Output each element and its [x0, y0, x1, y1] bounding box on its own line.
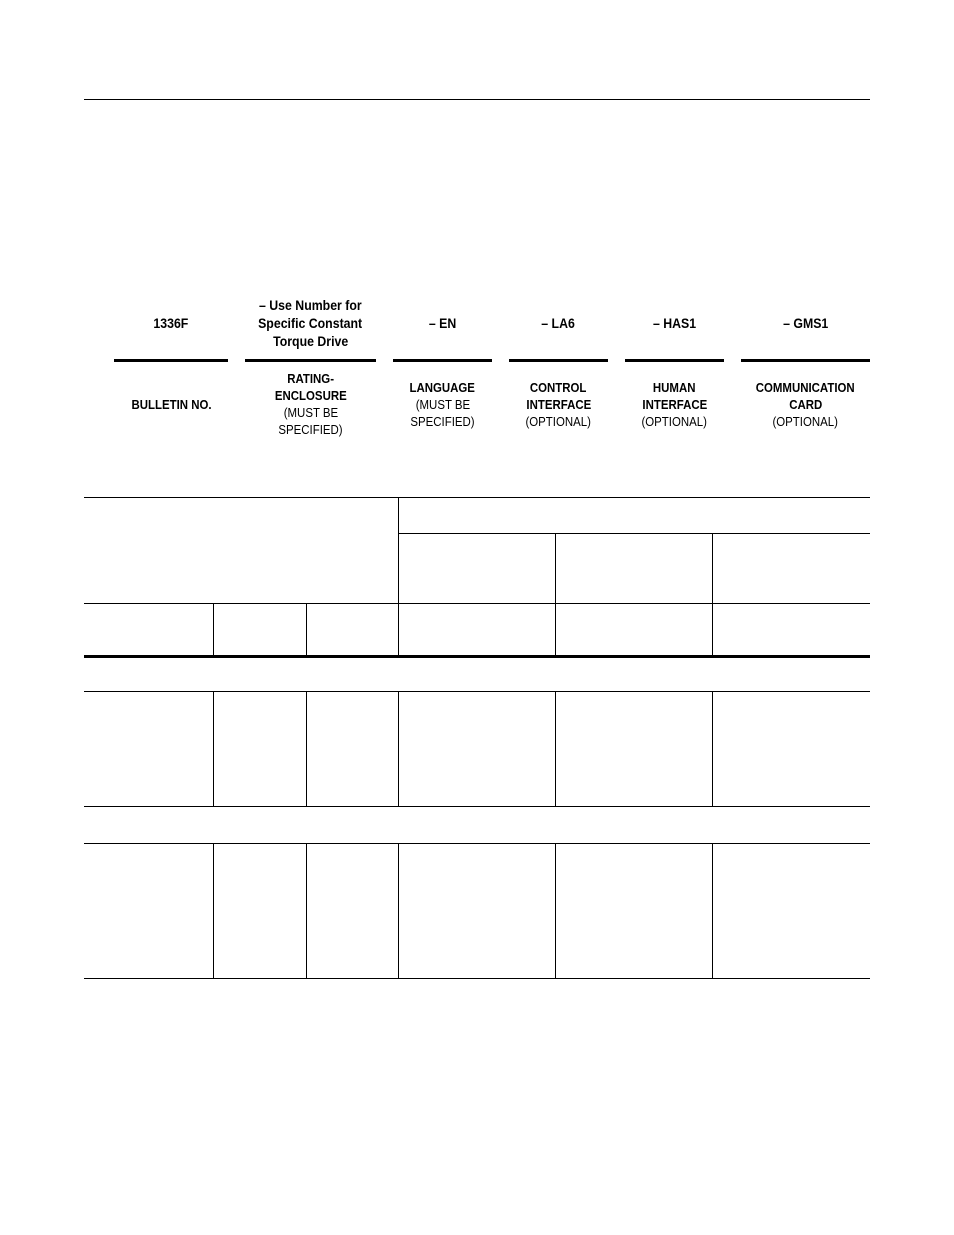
table-column-rule: [306, 603, 307, 655]
field-label-rating: [245, 368, 376, 440]
table-column-rule: [398, 497, 399, 655]
table-column-rule: [398, 691, 399, 806]
label-bold-line: RATING-: [287, 371, 334, 386]
field-code-rating: [245, 288, 376, 358]
table-column-rule: [555, 533, 556, 655]
field-label-communication: [741, 368, 870, 440]
field-code-human: [625, 288, 724, 358]
table-column-rule: [712, 533, 713, 655]
label-bold-line: HUMAN: [653, 379, 696, 395]
label-bold-line: INTERFACE: [642, 396, 707, 412]
table-header-rule: [84, 603, 870, 604]
field-code-control: [509, 288, 608, 358]
table-column-rule: [555, 843, 556, 978]
field-code-communication: [741, 288, 870, 358]
code-line: Torque Drive: [272, 333, 349, 349]
field-label-language: [393, 368, 492, 440]
field-underline: [509, 359, 608, 362]
code-line: – Use Number for: [259, 297, 362, 313]
label-normal-line: (OPTIONAL): [772, 413, 839, 429]
field-underline: [625, 359, 724, 362]
field-underline: [245, 359, 376, 362]
table-column-rule: [213, 843, 214, 978]
field-underline: [393, 359, 492, 362]
label-bold-line: LANGUAGE: [409, 379, 476, 395]
table-header-bottom-rule: [84, 655, 870, 658]
table-bottom-rule: [84, 978, 870, 979]
label-bold-line: BULLETIN NO.: [130, 396, 212, 412]
label-bold-line: COMMUNICATION: [756, 379, 855, 395]
field-code-language: [393, 288, 492, 358]
table-column-rule: [213, 603, 214, 655]
table-column-rule: [712, 691, 713, 806]
label-normal-line: SPECIFIED): [410, 413, 475, 429]
field-underline: [741, 359, 870, 362]
table-section-rule: [84, 843, 870, 844]
code-line: – LA6: [541, 315, 576, 331]
code-line: – EN: [428, 315, 457, 331]
table-column-rule: [306, 843, 307, 978]
field-label-bulletin: [114, 368, 228, 440]
table-subheader-rule: [399, 533, 870, 534]
table-section-rule: [84, 806, 870, 807]
label-bold-line: CARD: [788, 396, 823, 412]
label-normal-line: (OPTIONAL): [525, 413, 592, 429]
field-code-bulletin: [114, 288, 228, 358]
code-line: Specific Constant: [258, 315, 363, 331]
label-normal-line: (MUST BE: [283, 405, 338, 420]
header-rule: [84, 99, 870, 100]
code-line: 1336F: [153, 315, 189, 331]
table-column-rule: [306, 691, 307, 806]
table-column-rule: [213, 691, 214, 806]
field-label-human: [625, 368, 724, 440]
label-normal-line: (MUST BE: [415, 396, 470, 412]
table-column-rule: [712, 843, 713, 978]
table-column-rule: [398, 843, 399, 978]
code-line: – HAS1: [652, 315, 697, 331]
label-bold-line: INTERFACE: [526, 396, 591, 412]
field-label-control: [509, 368, 608, 440]
table-column-rule: [555, 691, 556, 806]
table-section-rule: [84, 691, 870, 692]
label-normal-line: (OPTIONAL): [641, 413, 708, 429]
label-normal-line: SPECIFIED): [278, 422, 343, 437]
field-underline: [114, 359, 228, 362]
label-bold-line: CONTROL: [530, 379, 587, 395]
table-top-rule: [84, 497, 870, 498]
label-bold-line: ENCLOSURE: [274, 388, 347, 403]
code-line: – GMS1: [782, 315, 829, 331]
